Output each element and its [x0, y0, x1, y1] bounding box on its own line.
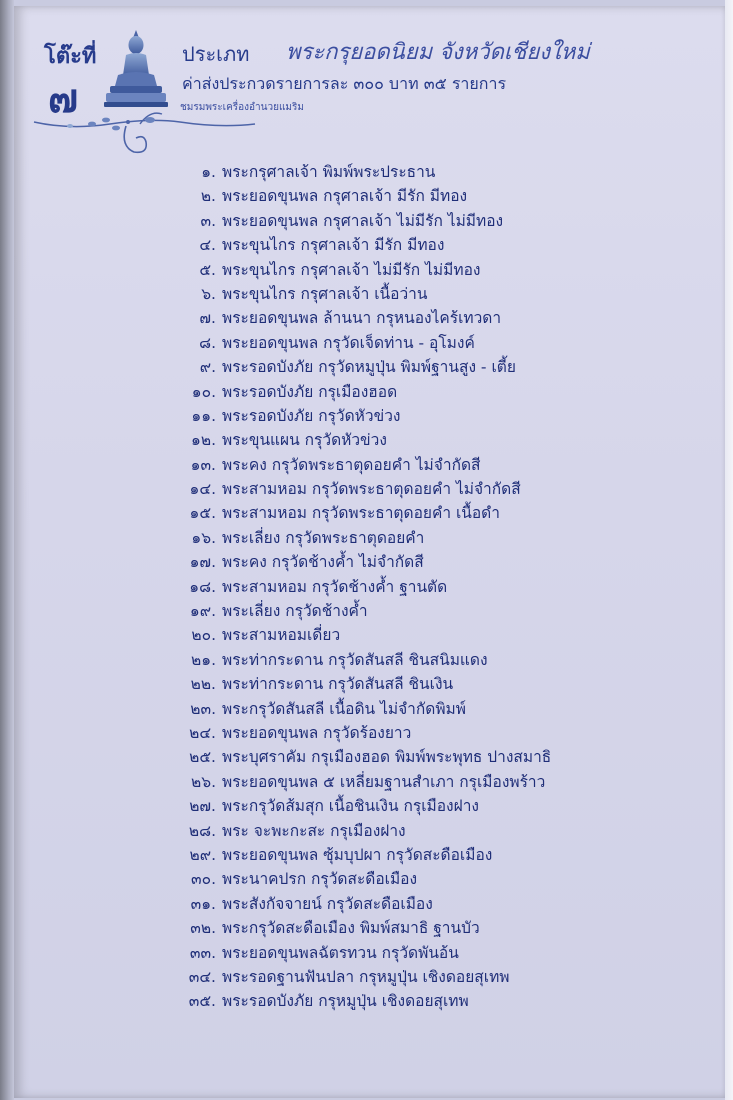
list-item	[170, 892, 690, 916]
item-text: พระสามหอม กรุวัดพระธาตุดอยคำ เนื้อดำ	[222, 504, 500, 523]
list-item	[170, 989, 690, 1013]
item-text: พระรอดฐานฟันปลา กรุหมูปุ่น เชิงดอยสุเทพ	[222, 967, 510, 986]
item-text: พระสามหอม กรุวัดช้างค้ำ ฐานตัด	[222, 577, 448, 596]
item-text: พระรอดบังภัย กรุเมืองฮอด	[222, 382, 398, 401]
item-text: พระท่ากระดาน กรุวัดสันสลี ชินเงิน	[222, 675, 454, 694]
list-item	[170, 233, 690, 257]
item-number: ๑๖.	[191, 528, 216, 547]
list-item	[170, 428, 690, 452]
item-text: พระขุนแผน กรุวัดหัวข่วง	[222, 431, 387, 450]
list-item	[170, 526, 690, 550]
fee-line: ค่าส่งประกวดรายการละ ๓๐๐ บาท ๓๕ รายการ	[182, 74, 507, 93]
item-text: พระยอดขุนพล กรุศาลเจ้า ไม่มีรัก ไม่มีทอง	[222, 211, 504, 230]
item-text: พระท่ากระดาน กรุวัดสันสลี ชินสนิมแดง	[222, 650, 488, 669]
list-item	[170, 306, 690, 330]
item-text: พระคง กรุวัดช้างค้ำ ไม่จำกัดสี	[222, 553, 424, 572]
item-number: ๓๒.	[190, 919, 216, 938]
item-number: ๓๕.	[188, 992, 216, 1011]
item-number: ๒๒.	[190, 675, 216, 694]
item-number: ๖.	[201, 284, 216, 303]
list-item	[170, 819, 690, 843]
list-item	[170, 843, 690, 867]
item-text: พระยอดขุนพล กรุวัดเจ็ดท่าน - อุโมงค์	[222, 333, 475, 352]
item-text: พระรอดบังภัย กรุวัดหัวข่วง	[222, 406, 401, 425]
item-text: พระกรุศาลเจ้า พิมพ์พระประธาน	[222, 163, 436, 181]
item-text: พระสามหอม กรุวัดพระธาตุดอยคำ ไม่จำกัดสี	[222, 480, 521, 499]
item-number: ๓๑.	[190, 894, 216, 913]
item-number: ๓๓.	[189, 943, 216, 962]
item-number: ๙.	[199, 358, 216, 377]
item-number: ๑๒.	[191, 431, 216, 450]
list-item	[170, 941, 690, 965]
item-text: พระกรุวัดสะดือเมือง พิมพ์สมาธิ ฐานบัว	[222, 919, 480, 938]
item-number: ๑.	[201, 163, 216, 181]
item-number: ๑๐.	[191, 382, 216, 401]
page-header	[0, 0, 733, 160]
item-number: ๓.	[200, 211, 216, 230]
item-text: พระสามหอมเดี่ยว	[222, 626, 341, 645]
item-text: พระยอดขุนพล กรุศาลเจ้า มีรัก มีทอง	[222, 187, 468, 206]
book-spine-shadow	[0, 0, 14, 1100]
item-number: ๒๗.	[189, 797, 216, 816]
list-item	[170, 745, 690, 769]
item-text: พระเลี่ยง กรุวัดพระธาตุดอยคำ	[222, 528, 425, 547]
list-item	[170, 697, 690, 721]
item-text: พระรอดบังภัย กรุวัดหมูปุ่น พิมพ์ฐานสูง - เตี้ย	[222, 358, 516, 377]
item-text: พระขุนไกร กรุศาลเจ้า ไม่มีรัก ไม่มีทอง	[222, 260, 481, 279]
floral-ornament-icon	[30, 100, 260, 160]
list-item	[170, 867, 690, 891]
item-text: พระ จะพะกะสะ กรุเมืองฝาง	[222, 821, 406, 840]
buddha-statue-icon	[100, 28, 172, 110]
list-item	[170, 648, 690, 672]
table-label: โต๊ะที่	[44, 43, 97, 69]
amulet-list	[170, 160, 690, 1014]
item-text: พระกรุวัดส้มสุก เนื้อชินเงิน กรุเมืองฝาง	[222, 797, 479, 816]
list-item	[170, 380, 690, 404]
list-item	[170, 575, 690, 599]
list-item	[170, 672, 690, 696]
item-number: ๕.	[199, 260, 216, 279]
item-number: ๒.	[200, 187, 216, 206]
item-number: ๑๓.	[190, 455, 216, 474]
item-text: พระบุศราคัม กรุเมืองฮอด พิมพ์พระพุทธ ปางสมาธิ	[222, 748, 552, 767]
list-item	[170, 453, 690, 477]
list-item	[170, 550, 690, 574]
item-number: ๘.	[199, 333, 216, 352]
item-text: พระคง กรุวัดพระธาตุดอยคำ ไม่จำกัดสี	[222, 455, 481, 474]
list-item	[170, 721, 690, 745]
item-number: ๔.	[199, 236, 216, 255]
item-text: พระนาคปรก กรุวัดสะดือเมือง	[222, 870, 418, 889]
item-number: ๒๙.	[189, 845, 216, 864]
item-number: ๓๐.	[191, 870, 216, 889]
list-item	[170, 599, 690, 623]
item-number: ๑๗.	[189, 553, 216, 572]
item-number: ๑๘.	[189, 577, 216, 596]
list-item	[170, 160, 690, 184]
list-item	[170, 501, 690, 525]
table-number: ๗	[48, 75, 80, 122]
category-label: ประเภท	[182, 42, 250, 66]
item-number: ๒๕.	[189, 748, 216, 767]
list-item	[170, 477, 690, 501]
item-number: ๒๔.	[189, 723, 216, 742]
item-number: ๑๑.	[191, 406, 216, 425]
item-number: ๗.	[199, 309, 216, 328]
list-item	[170, 258, 690, 282]
item-text: พระยอดขุนพล ล้านนา กรุหนองไคร้เทวดา	[222, 309, 502, 328]
list-item	[170, 965, 690, 989]
item-number: ๒๘.	[188, 821, 216, 840]
list-item	[170, 184, 690, 208]
item-number: ๒๓.	[190, 699, 216, 718]
item-text: พระกรุวัดสันสลี เนื้อดิน ไม่จำกัดพิมพ์	[222, 699, 466, 718]
item-number: ๑๔.	[189, 480, 216, 499]
item-text: พระยอดขุนพล ๕ เหลี่ยมฐานสำเภา กรุเมืองพร้าว	[222, 772, 546, 791]
page-edge	[725, 0, 733, 1100]
item-text: พระรอดบังภัย กรุหมูปุ่น เชิงดอยสุเทพ	[222, 992, 469, 1011]
item-text: พระเลี่ยง กรุวัดช้างค้ำ	[222, 602, 368, 621]
item-text: พระสังกัจจายน์ กรุวัดสะดือเมือง	[222, 894, 433, 913]
category-title: พระกรุยอดนิยม จังหวัดเชียงใหม่	[286, 40, 590, 65]
list-item	[170, 331, 690, 355]
item-text: พระขุนไกร กรุศาลเจ้า มีรัก มีทอง	[222, 236, 445, 255]
list-item	[170, 355, 690, 379]
club-name: ชมรมพระเครื่องอำนวยแมริม	[180, 102, 304, 113]
item-number: ๒๑.	[191, 650, 216, 669]
item-text: พระยอดขุนพล กรุวัดร้องยาว	[222, 723, 412, 742]
list-item	[170, 623, 690, 647]
list-item	[170, 404, 690, 428]
list-item	[170, 282, 690, 306]
list-item	[170, 209, 690, 233]
item-text: พระขุนไกร กรุศาลเจ้า เนื้อว่าน	[222, 284, 428, 303]
item-number: ๒๐.	[191, 626, 216, 645]
list-item	[170, 770, 690, 794]
item-number: ๒๖.	[191, 772, 216, 791]
item-text: พระยอดขุนพล ซุ้มบุปผา กรุวัดสะดือเมือง	[222, 845, 493, 864]
item-number: ๑๕.	[189, 504, 216, 523]
list-item	[170, 916, 690, 940]
item-number: ๓๔.	[188, 967, 216, 986]
list-item	[170, 794, 690, 818]
item-text: พระยอดขุนพลฉัตรทวน กรุวัดพันอ้น	[222, 943, 459, 962]
item-number: ๑๙.	[189, 602, 216, 621]
